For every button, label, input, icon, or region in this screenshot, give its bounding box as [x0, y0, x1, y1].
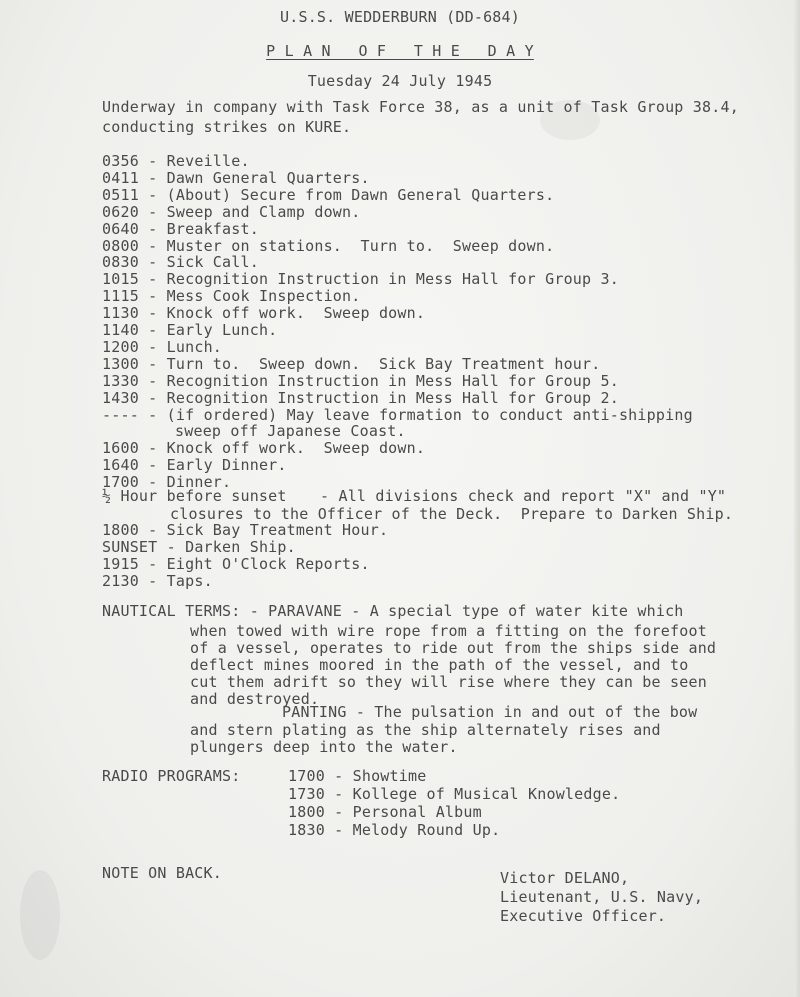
paper-smudge — [20, 870, 60, 960]
schedule-item: 1330 - Recognition Instruction in Mess Hall for Group 5. — [102, 371, 619, 390]
schedule-item: 1700 - Dinner. — [102, 473, 232, 492]
schedule-text: Early Lunch. — [166, 321, 278, 339]
schedule-item: 1915 - Eight O'Clock Reports. — [102, 555, 370, 573]
radio-program-item: 1800 - Personal Album — [288, 803, 482, 821]
schedule-time: 0800 — [102, 236, 139, 255]
schedule-time: 1330 — [102, 371, 139, 390]
schedule-item: 1130 - Knock off work. Sweep down. — [102, 304, 426, 323]
nautical-line: and destroyed. — [190, 690, 320, 708]
schedule-item: 1015 - Recognition Instruction in Mess Hall for Group 3. — [102, 270, 619, 289]
schedule-time: 1015 — [102, 270, 139, 289]
signature-line: Lieutenant, U.S. Navy, — [500, 888, 704, 906]
schedule-text: Mess Cook Inspection. — [166, 287, 361, 306]
schedule-text: Taps. — [166, 572, 213, 590]
page-title: P L A N O F T H E D A Y — [266, 42, 534, 60]
signature-line: Executive Officer. — [500, 907, 667, 925]
schedule-text: Reveille. — [166, 152, 250, 170]
schedule-text: Lunch. — [166, 337, 223, 356]
schedule-text: Knock off work. Sweep down. — [166, 439, 426, 458]
paper-edge — [794, 0, 800, 997]
schedule-item: 1200 - Lunch. — [102, 337, 223, 356]
schedule-time: 1600 — [102, 439, 139, 458]
signature-line: Victor DELANO, — [500, 869, 630, 887]
schedule-text: Breakfast. — [166, 219, 259, 238]
schedule-item: 2130 - Taps. — [102, 572, 213, 590]
schedule-time: 0411 — [102, 168, 139, 187]
schedule-text: Early Dinner. — [166, 456, 287, 475]
nautical-line: of a vessel, operates to ride out from the ships side and — [190, 639, 717, 657]
schedule-text: (About) Secure from Dawn General Quarters. — [166, 185, 555, 204]
schedule-item: SUNSET - Darken Ship. — [102, 538, 296, 556]
schedule-text: Sweep and Clamp down. — [166, 202, 361, 221]
schedule-item: 1600 - Knock off work. Sweep down. — [102, 439, 426, 458]
schedule-item: 0511 - (About) Secure from Dawn General Quarters. — [102, 185, 555, 204]
schedule-item: 1800 - Sick Bay Treatment Hour. — [102, 521, 389, 539]
schedule-text: Sick Call. — [166, 253, 259, 272]
schedule-text: Recognition Instruction in Mess Hall for Group 2. — [166, 388, 619, 407]
schedule-time: 1800 — [102, 521, 139, 539]
schedule-time: 0511 — [102, 185, 139, 204]
schedule-time: 2130 — [102, 572, 139, 590]
schedule-item: 0830 - Sick Call. — [102, 253, 259, 272]
schedule-text: Darken Ship. — [185, 538, 296, 556]
sunset-hour-prefix: ½ Hour before sunset — [102, 487, 287, 505]
schedule-item: 0356 - Reveille. — [102, 152, 250, 170]
schedule-time: 1130 — [102, 304, 139, 323]
schedule-item: 1640 - Early Dinner. — [102, 456, 287, 475]
schedule-text: (if ordered) May leave formation to conduct anti-shipping — [166, 405, 693, 424]
nautical-panting-heading: PANTING - The pulsation in and out of the bow — [282, 703, 698, 721]
schedule-time: 1700 — [102, 473, 139, 492]
schedule-time: 0620 — [102, 202, 139, 221]
schedule-text: Dinner. — [166, 473, 232, 492]
schedule-text: Dawn General Quarters. — [166, 168, 370, 187]
panting-line: and stern plating as the ship alternately rises and — [190, 721, 661, 739]
schedule-text: Eight O'Clock Reports. — [166, 555, 370, 573]
schedule-item: 0640 - Breakfast. — [102, 219, 259, 238]
schedule-time: 1300 — [102, 354, 139, 373]
panting-line: plungers deep into the water. — [190, 738, 458, 756]
radio-program-item: 1830 - Melody Round Up. — [288, 821, 501, 839]
schedule-item: ---- - (if ordered) May leave formation to conduct anti-shipping — [102, 405, 693, 424]
schedule-time: 1430 — [102, 388, 139, 407]
schedule-text: Sick Bay Treatment Hour. — [166, 521, 389, 539]
schedule-time: 1115 — [102, 287, 139, 306]
schedule-time: 1915 — [102, 555, 139, 573]
nautical-terms-heading: NAUTICAL TERMS: - PARAVANE - A special type of water kite which — [102, 602, 684, 620]
schedule-item: 1300 - Turn to. Sweep down. Sick Bay Treatment hour. — [102, 354, 601, 373]
schedule-time: 0356 — [102, 152, 139, 170]
nautical-line: deflect mines moored in the path of the vessel, and to — [190, 656, 689, 674]
sunset-hour-line-1: - All divisions check and report "X" and "Y" — [320, 487, 727, 505]
schedule-item: 1430 - Recognition Instruction in Mess Hall for Group 2. — [102, 388, 619, 407]
schedule-text: Turn to. Sweep down. Sick Bay Treatment hour. — [166, 354, 601, 373]
ship-name: U.S.S. WEDDERBURN (DD-684) — [280, 8, 520, 26]
schedule-time: 1200 — [102, 337, 139, 356]
schedule-time: 0830 — [102, 253, 139, 272]
schedule-text: Recognition Instruction in Mess Hall for Group 3. — [166, 270, 619, 289]
schedule-text: Muster on stations. Turn to. Sweep down. — [166, 236, 555, 255]
schedule-item: 0411 - Dawn General Quarters. — [102, 168, 370, 187]
schedule-item: 1115 - Mess Cook Inspection. — [102, 287, 361, 306]
radio-program-item: 1730 - Kollege of Musical Knowledge. — [288, 785, 621, 803]
schedule-time: 1140 — [102, 321, 139, 339]
radio-programs-label: RADIO PROGRAMS: — [102, 767, 241, 785]
radio-program-item: 1700 - Showtime — [288, 767, 427, 785]
date-line: Tuesday 24 July 1945 — [307, 72, 493, 90]
nautical-line: cut them adrift so they will rise where they can be seen — [190, 673, 707, 691]
schedule-time: 0640 — [102, 219, 139, 238]
nautical-line: when towed with wire rope from a fitting on the forefoot — [190, 622, 707, 640]
schedule-time: ---- — [102, 405, 139, 424]
schedule-text: Recognition Instruction in Mess Hall for Group 5. — [166, 371, 619, 390]
schedule-item: 1140 - Early Lunch. — [102, 321, 278, 339]
schedule-time: 1640 — [102, 456, 139, 475]
schedule-text: Knock off work. Sweep down. — [166, 304, 426, 323]
schedule-item — [175, 422, 406, 440]
schedule-item: 0620 - Sweep and Clamp down. — [102, 202, 361, 221]
schedule-time: SUNSET — [102, 538, 158, 556]
schedule-text: sweep off Japanese Coast. — [175, 422, 406, 441]
intro-line-2: conducting strikes on KURE. — [102, 118, 352, 136]
intro-line-1: Underway in company with Task Force 38, as a unit of Task Group 38.4, — [102, 98, 739, 116]
sunset-hour-line-2: closures to the Officer of the Deck. Prepare to Darken Ship. — [170, 505, 734, 523]
schedule-item: 0800 - Muster on stations. Turn to. Sweep down. — [102, 236, 555, 255]
note-on-back: NOTE ON BACK. — [102, 864, 222, 882]
